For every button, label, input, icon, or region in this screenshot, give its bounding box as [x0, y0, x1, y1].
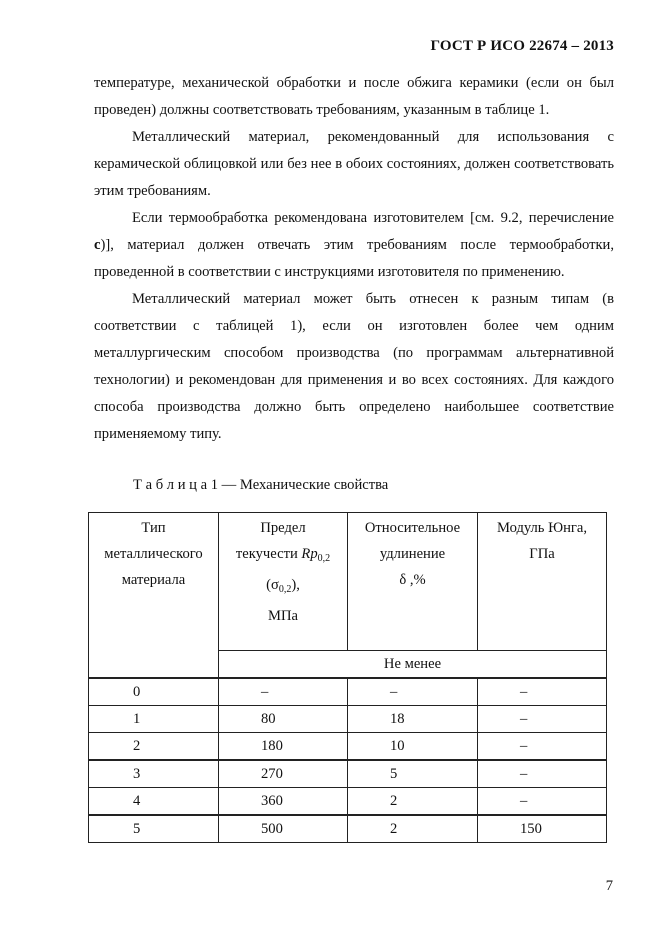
header-text: МПа [268, 608, 298, 624]
table-row [89, 788, 607, 816]
header-text-part: ), [291, 577, 300, 593]
header-text [219, 541, 347, 572]
cell-modulus: – [478, 706, 607, 733]
header-text: удлинение [379, 546, 446, 562]
subheader-not-less: Не менее [219, 650, 607, 678]
cell-elongation: 18 [348, 706, 478, 733]
paragraph-3-start: Если термообработка рекомендована изготовителем [см. 9.2, перечисление [132, 210, 614, 226]
paragraph-2: Металлический материал, рекомендованный для использования с керамической облицовкой или без нее в обоих состояниях, должен соответствовать этим требованиям. [94, 129, 614, 199]
paragraph-4: Металлический материал может быть отнесен к разным типам (в соответствии с таблицей 1), если он изготовлен более чем одним металлургическим способом производства (по программам альтернативной технологии) и рекомендован для применения и во всех состояниях. Для каждого способа производства должно быть определено наибольшее соответствие применяемому типу. [94, 291, 614, 442]
header-elongation [348, 513, 478, 651]
table-row [89, 706, 607, 733]
header-text: δ ,% [399, 572, 426, 588]
table-row [89, 815, 607, 843]
table-row [89, 733, 607, 761]
cell-type: 5 [89, 815, 219, 843]
cell-type: 4 [89, 788, 219, 816]
cell-elongation: – [348, 678, 478, 706]
cell-type: 1 [89, 706, 219, 733]
header-text: Предел [260, 520, 306, 536]
header-text: Относительное [364, 520, 461, 536]
cell-modulus: – [478, 788, 607, 816]
header-yield-strength [219, 513, 348, 651]
table-title: Т а б л и ц а 1 — Механические свойства [133, 477, 389, 493]
cell-elongation: 2 [348, 788, 478, 816]
cell-yield: 180 [219, 733, 348, 761]
subscript: 0,2 [317, 553, 331, 564]
header-text: материала [121, 572, 186, 588]
cell-elongation: 5 [348, 760, 478, 788]
table-header-row [89, 513, 607, 651]
header-text: Тип [141, 520, 166, 536]
cell-modulus: – [478, 733, 607, 761]
cell-yield: 360 [219, 788, 348, 816]
header-youngs-modulus [478, 513, 607, 651]
cell-type: 0 [89, 678, 219, 706]
header-text-part: текучести [235, 546, 302, 562]
paragraph-1: температуре, механической обработки и после обжига керамики (если он был проведен) должны соответствовать требованиям, указанным в таблице 1. [94, 75, 614, 118]
paragraph-3 [94, 205, 614, 286]
enumeration-letter: с [94, 237, 101, 253]
paragraph-3-end: )], материал должен отвечать этим требованиям после термообработки, проведенной в соответствии с инструкциями изготовителя по применению. [94, 237, 614, 280]
cell-type: 3 [89, 760, 219, 788]
cell-modulus: 150 [478, 815, 607, 843]
table-row [89, 678, 607, 706]
cell-yield: 270 [219, 760, 348, 788]
header-text-part: (σ [266, 577, 279, 593]
document-header: ГОСТ Р ИСО 22674 – 2013 [430, 38, 614, 54]
cell-type: 2 [89, 733, 219, 761]
cell-yield: 80 [219, 706, 348, 733]
page-number: 7 [605, 878, 613, 894]
header-text: ГПа [529, 546, 555, 562]
subscript: 0,2 [278, 584, 292, 595]
symbol-rp: Rp [301, 546, 318, 562]
cell-yield: 500 [219, 815, 348, 843]
header-text: Модуль Юнга, [496, 520, 588, 536]
header-material-type [89, 513, 219, 679]
table-row [89, 760, 607, 788]
mechanical-properties-table [88, 512, 607, 843]
cell-elongation: 10 [348, 733, 478, 761]
cell-modulus: – [478, 760, 607, 788]
cell-elongation: 2 [348, 815, 478, 843]
header-text: металлического [104, 546, 203, 562]
cell-yield: – [219, 678, 348, 706]
body-text [94, 70, 614, 448]
header-text [219, 572, 347, 603]
cell-modulus: – [478, 678, 607, 706]
